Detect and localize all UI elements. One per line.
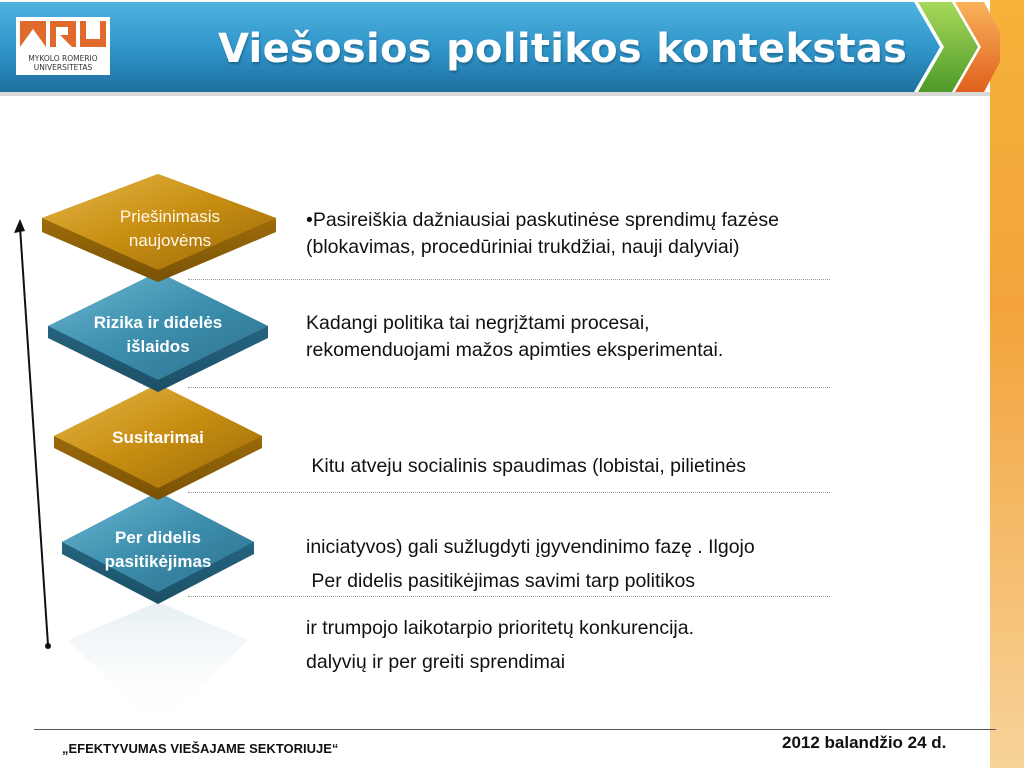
row-4-line1: Per didelis pasitikėjimas savimi tarp politikos <box>306 570 696 592</box>
diamond-4-label-line2: pasitikėjimas <box>104 552 212 571</box>
row-divider-4 <box>188 596 830 597</box>
university-logo <box>16 17 110 75</box>
row-divider-1 <box>188 279 830 280</box>
row-4-line2: dalyvių ir per greiti sprendimai <box>306 651 566 673</box>
row-2-line2: rekomenduojami mažos apimties eksperimentai. <box>306 339 724 361</box>
reflection <box>68 602 248 730</box>
side-stripe <box>990 0 1024 768</box>
diamond-1-label <box>80 205 260 253</box>
diamond-3-label <box>68 426 248 450</box>
diamond-2-label-line2: išlaidos <box>126 337 190 356</box>
diamond-1-label-line2: naujovėms <box>128 231 212 250</box>
diamond-stack <box>40 170 290 730</box>
footer-title: „EFEKTYVUMAS VIEŠAJAME SEKTORIUJE“ <box>62 741 339 756</box>
page-title: Viešosios politikos kontekstas <box>218 26 908 72</box>
row-3-line3: ir trumpojo laikotarpio prioritetų konkurencija. <box>306 617 695 639</box>
row-1-line2: (blokavimas, procedūriniai trukdžiai, nauji dalyviai) <box>306 236 740 258</box>
row-divider-3 <box>188 492 830 493</box>
diamond-2-label <box>68 311 248 359</box>
logo-text-line1: MYKOLO ROMERIO <box>28 54 98 63</box>
mru-logo-icon <box>16 17 110 51</box>
row-1-line1: •Pasireiškia dažniausiai paskutinėse sprendimų fazėse <box>306 209 779 231</box>
diamond-2-label-line1: Rizika ir didelės <box>93 313 223 332</box>
footer-divider <box>34 729 996 730</box>
row-4-text <box>306 514 695 703</box>
row-3-line1: Kitu atveju socialinis spaudimas (lobistai, pilietinės <box>306 455 747 477</box>
diamond-4-label-line1: Per didelis <box>115 528 201 547</box>
logo-text-line2: UNIVERSITETAS <box>33 63 93 72</box>
row-3-line2: iniciatyvos) gali sužlugdyti įgyvendinimo fazę . Ilgojo <box>306 536 755 558</box>
row-divider-2 <box>188 387 830 388</box>
row-1-text <box>306 207 779 261</box>
diamond-3-label-line1: Susitarimai <box>112 428 204 447</box>
footer-date: 2012 balandžio 24 d. <box>782 733 947 752</box>
diamond-1-label-line1: Priešinimasis <box>119 207 221 226</box>
row-2-line1: Kadangi politika tai negrįžtami procesai, <box>306 312 650 334</box>
diamond-4-label <box>68 526 248 574</box>
row-2-text <box>306 310 723 364</box>
